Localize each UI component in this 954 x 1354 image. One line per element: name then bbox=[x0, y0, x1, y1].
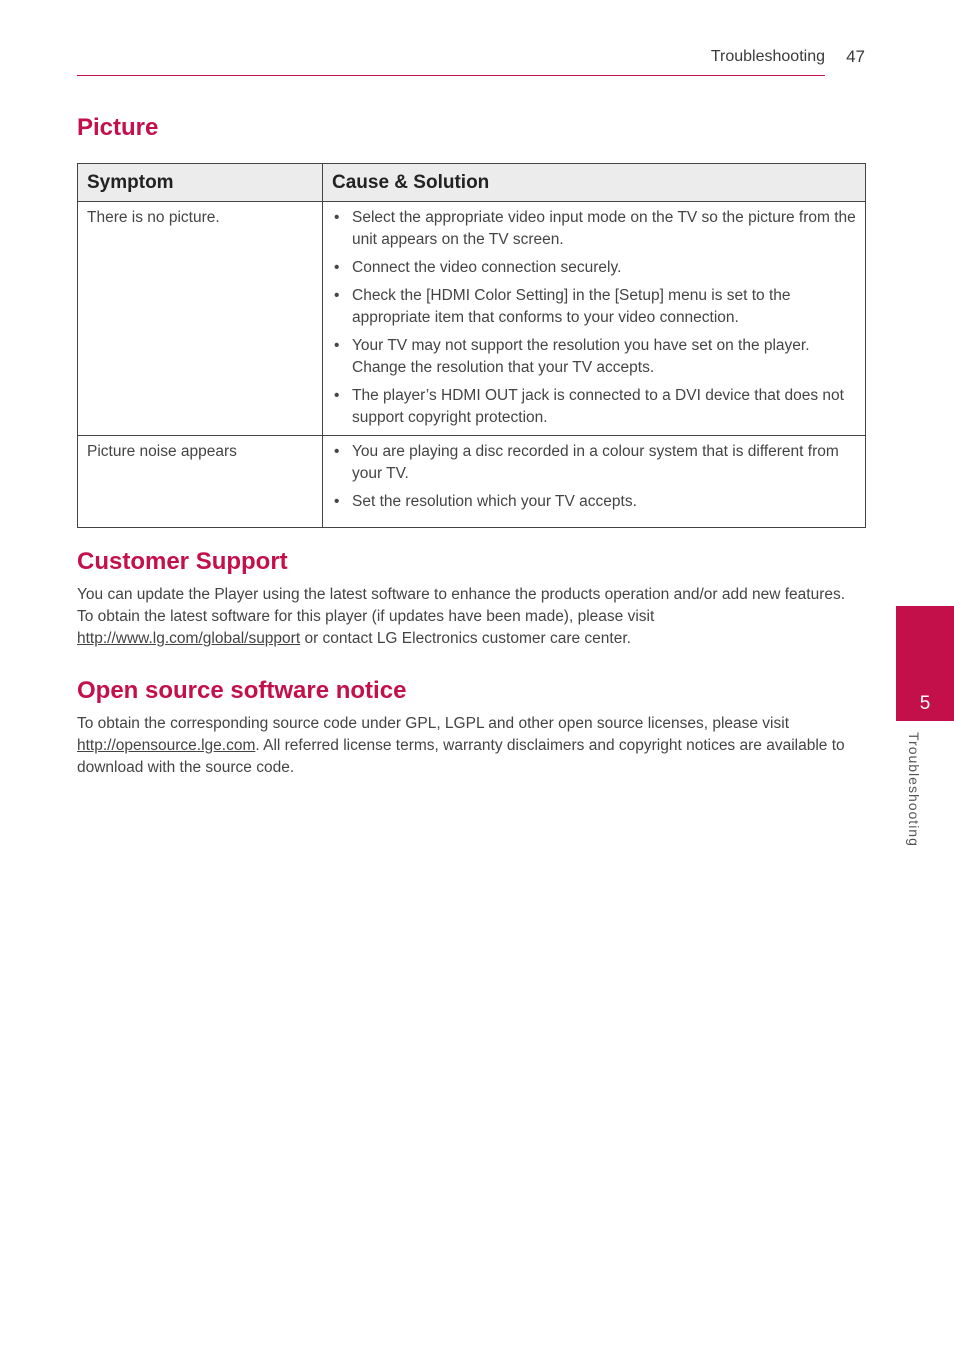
cause-text: Your TV may not support the resolution you have set on the player. Change the resolution that your TV accepts. bbox=[352, 337, 810, 376]
cause-list bbox=[332, 207, 856, 429]
list-item bbox=[332, 335, 856, 379]
opensource-link[interactable]: http://opensource.lge.com bbox=[77, 737, 256, 754]
chapter-number: 5 bbox=[919, 693, 931, 714]
bullet-icon: • bbox=[334, 337, 340, 354]
list-item bbox=[332, 257, 856, 279]
troubleshooting-table bbox=[77, 163, 866, 528]
bullet-icon: • bbox=[334, 387, 340, 404]
bullet-icon: • bbox=[334, 259, 340, 276]
list-item bbox=[332, 285, 856, 329]
list-item bbox=[332, 385, 856, 429]
page-number: 47 bbox=[846, 47, 865, 66]
chapter-tab bbox=[896, 606, 954, 721]
open-source-text: To obtain the corresponding source code under GPL, LGPL and other open source licenses, please visit bbox=[77, 715, 790, 732]
cause-text: You are playing a disc recorded in a colour system that is different from your TV. bbox=[352, 443, 839, 482]
cause-text: Check the [HDMI Color Setting] in the [Setup] menu is set to the appropriate item that conforms to your video connection. bbox=[352, 287, 791, 326]
open-source-text-end: . All referred license terms, warranty disclaimers and copyright notices are available to download with the source code. bbox=[77, 737, 845, 776]
list-item bbox=[332, 207, 856, 251]
symptom-cell: There is no picture. bbox=[78, 202, 323, 436]
picture-heading: Picture bbox=[77, 114, 159, 141]
chapter-side-label: Troubleshooting bbox=[906, 732, 922, 847]
table-row bbox=[78, 436, 866, 528]
symptom-cell: Picture noise appears bbox=[78, 436, 323, 528]
running-header-section: Troubleshooting bbox=[710, 48, 825, 65]
bullet-icon: • bbox=[334, 493, 340, 510]
table-header-row bbox=[78, 164, 866, 202]
bullet-icon: • bbox=[334, 209, 340, 226]
list-item bbox=[332, 441, 856, 485]
open-source-heading: Open source software notice bbox=[77, 677, 407, 704]
bullet-icon: • bbox=[334, 287, 340, 304]
cause-list bbox=[332, 441, 856, 513]
cause-text: Set the resolution which your TV accepts. bbox=[352, 493, 637, 510]
list-item bbox=[332, 491, 856, 513]
customer-support-text-end: or contact LG Electronics customer care center. bbox=[300, 630, 631, 647]
open-source-paragraph bbox=[77, 713, 847, 779]
customer-support-heading: Customer Support bbox=[77, 548, 288, 575]
header-divider bbox=[77, 75, 825, 76]
table-row bbox=[78, 202, 866, 436]
customer-support-text: You can update the Player using the latest software to enhance the products operation and/or add new features. To obtain the latest software for this player (if updates have been made), please visit bbox=[77, 586, 846, 625]
cause-cell bbox=[323, 436, 866, 528]
cause-text: Connect the video connection securely. bbox=[352, 259, 622, 276]
bullet-icon: • bbox=[334, 443, 340, 460]
cause-column-header: Cause & Solution bbox=[323, 164, 866, 202]
cause-text: Select the appropriate video input mode on the TV so the picture from the unit appears on the TV screen. bbox=[352, 209, 856, 248]
cause-cell bbox=[323, 202, 866, 436]
support-link[interactable]: http://www.lg.com/global/support bbox=[77, 630, 301, 647]
cause-text: The player’s HDMI OUT jack is connected to a DVI device that does not support copyright protection. bbox=[352, 387, 844, 426]
symptom-column-header: Symptom bbox=[78, 164, 323, 202]
customer-support-paragraph bbox=[77, 584, 847, 650]
